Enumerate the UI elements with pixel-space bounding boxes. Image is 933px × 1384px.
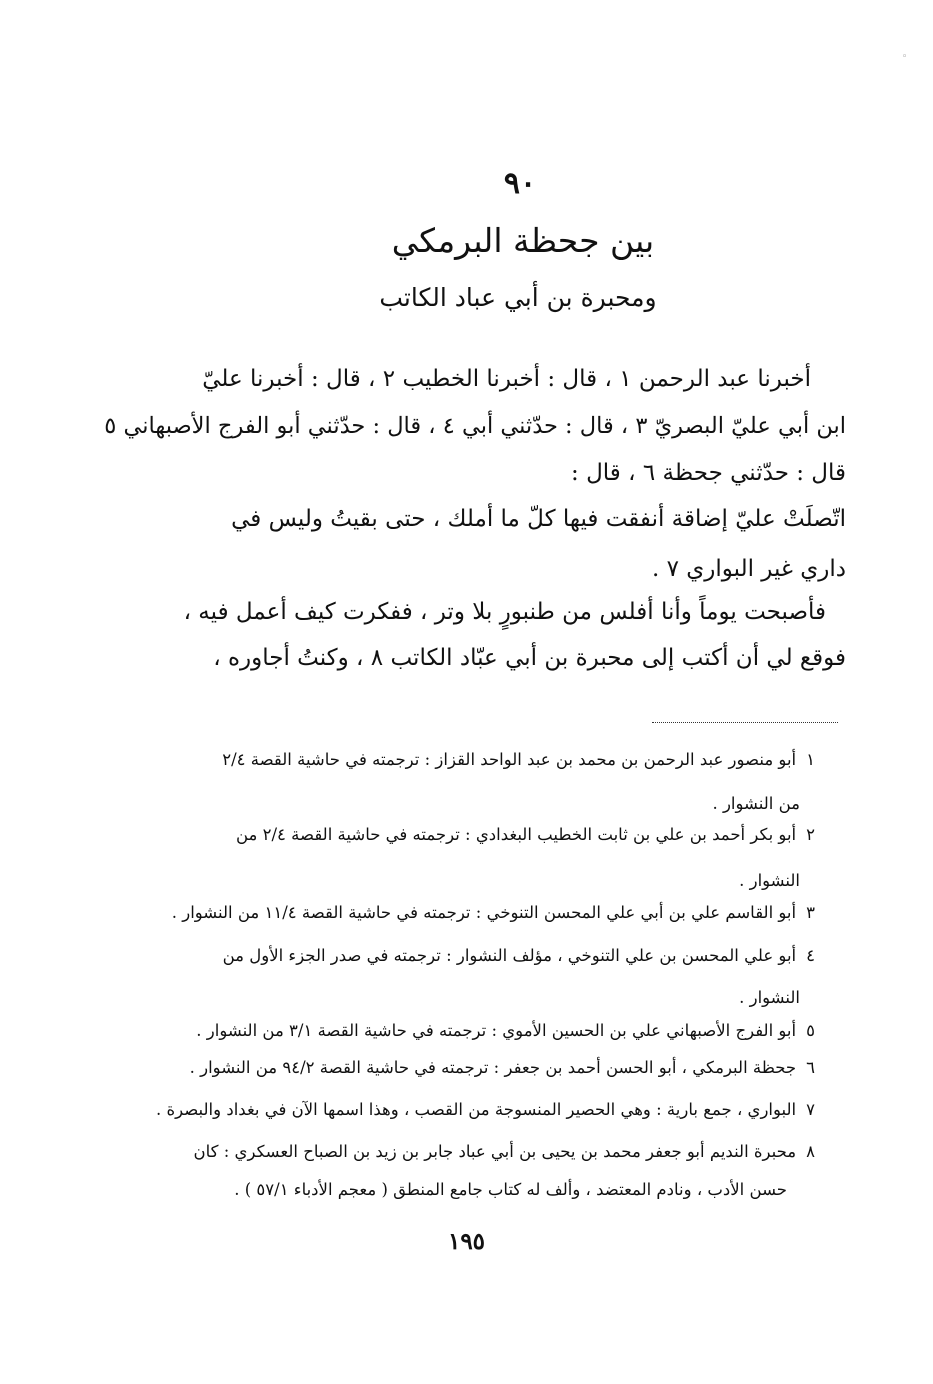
text-line: فوقع لي أن أكتب إلى محبرة بن أبي عبّاد الكاتب ٨ ، وكنتُ أجاوره ، bbox=[213, 645, 846, 671]
scan-mark: ◦ bbox=[902, 52, 908, 62]
text-line: فأصبحت يوماً وأنا أفلس من طنبورٍ بلا وتر ، ففكرت كيف أعمل فيه ، bbox=[183, 599, 826, 625]
footnote-item bbox=[156, 1098, 815, 1122]
footnote-text: أبو علي المحسن بن علي التنوخي ، مؤلف النشوار : ترجمته في صدر الجزء الأول من bbox=[222, 946, 797, 965]
footnote-continuation: النشوار . bbox=[739, 988, 800, 1007]
footnote-text: محبرة النديم أبو جعفر محمد بن يحيى بن أبي عباد جابر بن زيد بن الصباح العسكري : كان bbox=[193, 1142, 797, 1161]
footnote-text: أبو القاسم علي بن أبي علي المحسن التنوخي : ترجمته في حاشية القصة ١١/٤ من النشوار . bbox=[171, 903, 797, 922]
footnote-number: ٣ bbox=[806, 903, 815, 922]
footnote-item bbox=[196, 1019, 815, 1043]
story-title: بين جحظة البرمكي bbox=[391, 221, 655, 260]
text-line: قال : حدّثني جحظة ٦ ، قال : bbox=[571, 460, 846, 486]
footnote-item bbox=[222, 748, 815, 772]
footnote-item bbox=[236, 823, 815, 847]
page-number: ١٩٥ bbox=[447, 1228, 486, 1255]
footnote-item bbox=[223, 944, 815, 968]
text-line: أخبرنا عبد الرحمن ١ ، قال : أخبرنا الخطيب ٢ ، قال : أخبرنا عليّ bbox=[202, 366, 811, 392]
footnote-number: ٥ bbox=[806, 1021, 815, 1040]
text-line: داري غير البواري ٧ . bbox=[651, 556, 846, 582]
footnote-continuation: حسن الأدب ، ونادم المعتضد ، وألف له كتاب جامع المنطق ( معجم الأدباء ٥٧/١ ) . bbox=[234, 1180, 787, 1199]
story-subtitle: ومحبرة بن أبي عباد الكاتب bbox=[379, 283, 657, 312]
footnote-continuation: النشوار . bbox=[739, 871, 800, 890]
footnote-text: أبو بكر أحمد بن علي بن ثابت الخطيب البغدادي : ترجمته في حاشية القصة ٢/٤ من bbox=[235, 825, 797, 844]
footnote-item bbox=[172, 901, 815, 925]
text-line: اتّصلَتْ عليّ إضاقة أنفقت فيها كلّ ما أملك ، حتى بقيتُ وليس في bbox=[231, 506, 846, 532]
footnote-text: البواري ، جمع بارية : وهي الحصير المنسوجة من القصب ، وهذا اسمها الآن في بغداد والبصرة . bbox=[156, 1100, 797, 1119]
footnote-number: ٨ bbox=[806, 1142, 815, 1161]
footnote-text: أبو الفرج الأصبهاني علي بن الحسين الأموي : ترجمته في حاشية القصة ٣/١ من النشوار . bbox=[196, 1021, 797, 1040]
footnote-number: ٤ bbox=[806, 946, 815, 965]
footnote-text: جحظة البرمكي ، أبو الحسن أحمد بن جعفر : ترجمته في حاشية القصة ٩٤/٢ من النشوار . bbox=[189, 1058, 797, 1077]
footnote-divider bbox=[652, 722, 838, 723]
footnote-number: ٢ bbox=[806, 825, 815, 844]
footnote-number: ١ bbox=[806, 750, 815, 769]
footnote-item bbox=[194, 1140, 816, 1164]
footnote-item bbox=[190, 1056, 815, 1080]
text-line: ابن أبي عليّ البصريّ ٣ ، قال : حدّثني أبي ٤ ، قال : حدّثني أبو الفرج الأصبهاني ٥ bbox=[104, 413, 846, 439]
footnote-number: ٧ bbox=[806, 1100, 815, 1119]
footnote-text: أبو منصور عبد الرحمن بن محمد بن عبد الواحد القزاز : ترجمته في حاشية القصة ٢/٤ bbox=[222, 750, 797, 769]
footnote-number: ٦ bbox=[806, 1058, 815, 1077]
story-number: ٩٠ bbox=[503, 166, 537, 201]
footnote-continuation: من النشوار . bbox=[712, 794, 800, 813]
